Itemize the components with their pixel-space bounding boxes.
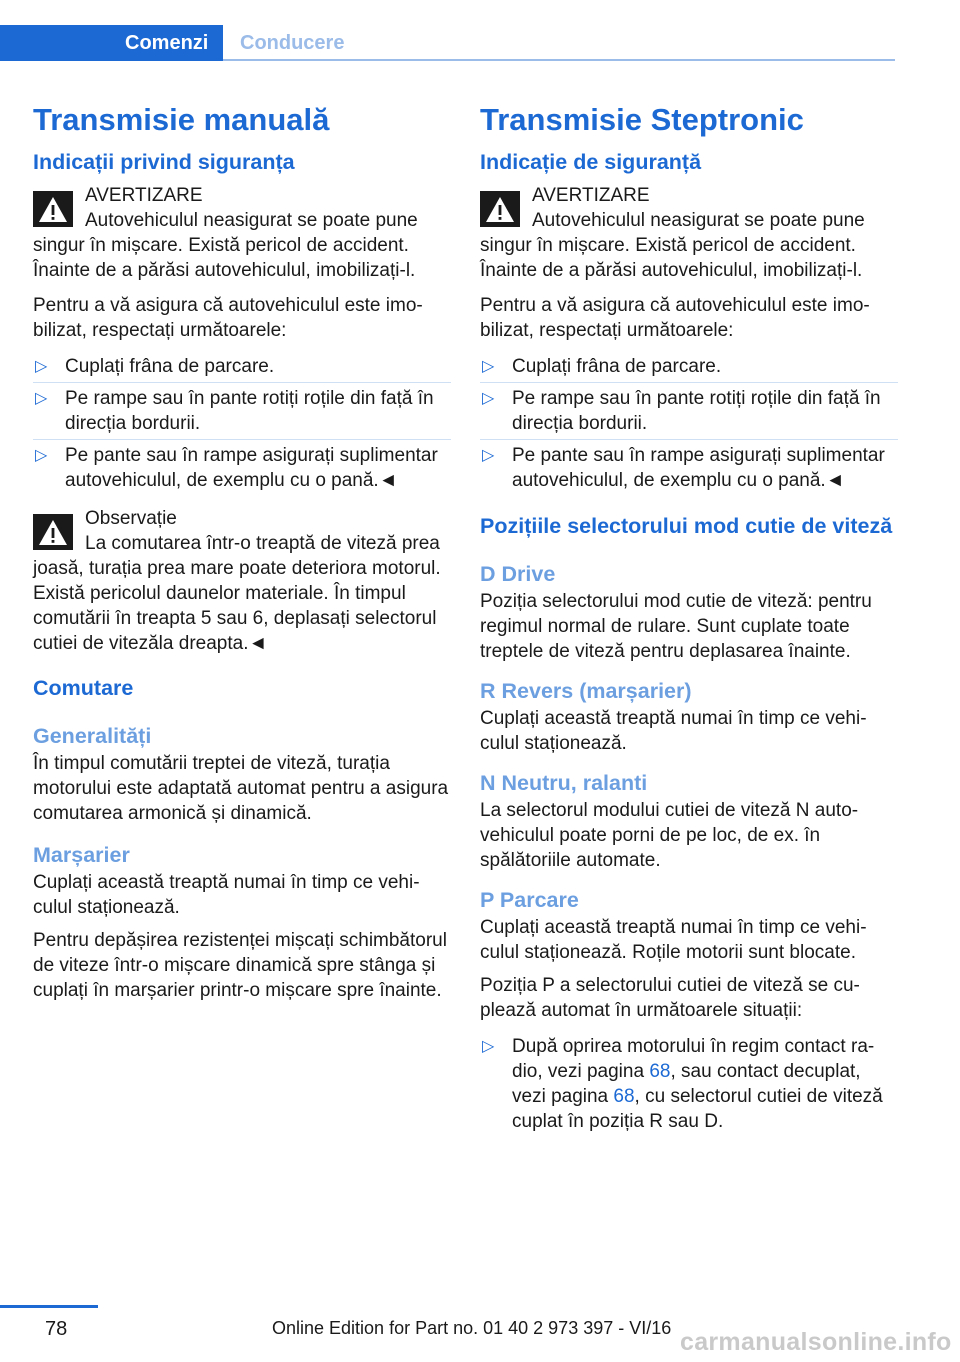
general-text: În timpul comutării treptei de viteză, turația motorului este adaptată automat pentru a asigura comutarea armonică și dinamică. — [33, 753, 449, 824]
triangle-bullet-icon: ▷ — [35, 390, 48, 407]
intro-text: Pentru a vă asigura că autovehiculul este imobilizat, respectați următoarele: — [480, 295, 870, 341]
list-item: ▷ Cuplați frâna de parcare. — [35, 356, 275, 377]
revers-heading: R Revers (marșarier) — [480, 679, 692, 703]
warning-text: Autovehiculul neasigurat se poate pune singur în mișcare. Există pericol de accident. Înainte de a părăsi autovehiculul, imobilizați-l. — [480, 210, 865, 281]
triangle-bullet-icon: ▷ — [482, 358, 495, 375]
park-text-1: Cuplați această treaptă numai în timp ce vehiculul staționează. Roțile motorii sunt blocate. — [480, 917, 867, 963]
page-link-68[interactable]: 68 — [649, 1061, 671, 1082]
warning-label: AVERTIZARE — [85, 185, 203, 206]
safety-list-right — [480, 351, 898, 496]
notice-label: Observație — [85, 508, 177, 529]
page-link-68[interactable]: 68 — [613, 1086, 635, 1107]
page-title-steptronic: Transmisie Steptronic — [480, 102, 804, 137]
list-item: ▷ Cuplați frâna de parcare. — [482, 356, 722, 377]
warning-triangle-icon — [33, 514, 73, 550]
neutral-heading: N Neutru, ralanti — [480, 771, 648, 795]
list-item: ▷ Pe rampe sau în pante rotiți roțile din față în direcția bordurii. — [33, 382, 451, 439]
reverse-heading: Marșarier — [33, 843, 130, 867]
triangle-bullet-icon: ▷ — [35, 358, 48, 375]
warning-triangle-icon — [480, 191, 520, 227]
triangle-bullet-icon: ▷ — [35, 447, 48, 464]
warning-block-left — [33, 183, 451, 283]
warning-block-right — [480, 183, 898, 283]
park-heading: P Parcare — [480, 888, 579, 912]
footer-rule — [0, 1305, 98, 1308]
edition-note: Online Edition for Part no. 01 40 2 973 397 - VI/16 — [272, 1318, 672, 1338]
left-column — [33, 100, 451, 1011]
intro-text: Pentru a vă asigura că autovehiculul este imobilizat, respectați următoarele: — [33, 295, 423, 341]
reverse-text-1: Cuplați această treaptă numai în timp ce vehiculul staționează. — [33, 872, 420, 918]
park-list — [480, 1031, 898, 1137]
comutare-heading: Comutare — [33, 676, 134, 700]
safety-list-left — [33, 351, 451, 496]
list-item: ▷ După oprirea motorului în regim contact radio, vezi pagina 68, sau contact decuplat, vezi pagina 68, cu selectorul cutiei de viteză cuplat în poziția R sau D. — [482, 1036, 883, 1132]
warning-triangle-icon — [33, 191, 73, 227]
list-item: ▷ Pe pante sau în rampe asigurați suplimentar autovehiculul, de exemplu cu o pană.◄ — [33, 439, 451, 496]
park-text-2: Poziția P a selectorului cutiei de viteză se cuplează automat în următoarele situații: — [480, 975, 860, 1021]
page-number: 78 — [45, 1318, 68, 1340]
warning-label: AVERTIZARE — [532, 185, 650, 206]
safety-heading-left: Indicații privind siguranța — [33, 150, 295, 174]
watermark: carmanualsonline.info — [680, 1328, 952, 1356]
page-title-manual: Transmisie manuală — [33, 102, 330, 137]
header-rule — [223, 59, 895, 61]
triangle-bullet-icon: ▷ — [482, 1038, 495, 1055]
tab-conducere[interactable]: Conducere — [240, 32, 345, 54]
notice-text: La comutarea într-o treaptă de viteză prea joasă, turația prea mare poate deteriora motorul. Există pericolul daunelor materiale. În timpul comutării în treapta 5 sau 6, deplasați selectorul cutiei de vitezăla dreapta.◄ — [33, 533, 441, 654]
list-item: ▷ Pe pante sau în rampe asigurați suplimentar autovehiculul, de exemplu cu o pană.◄ — [480, 439, 898, 496]
drive-text: Poziția selectorului mod cutie de viteză: pentru regimul normal de rulare. Sunt cuplate toate treptele de viteză pentru deplasarea înainte. — [480, 591, 872, 662]
safety-heading-right: Indicație de siguranță — [480, 150, 702, 174]
neutral-text: La selectorul modului cutiei de viteză N autovehiculul poate porni de pe loc, de ex. în spălătoriile automate. — [480, 800, 859, 871]
drive-heading: D Drive — [480, 562, 556, 586]
tab-comenzi[interactable]: Comenzi — [0, 25, 223, 61]
list-item: ▷ Pe rampe sau în pante rotiți roțile din față în direcția bordurii. — [480, 382, 898, 439]
triangle-bullet-icon: ▷ — [482, 447, 495, 464]
chapter-tabs — [0, 25, 895, 61]
warning-text: Autovehiculul neasigurat se poate pune singur în mișcare. Există pericol de accident. Înainte de a părăsi autovehiculul, imobilizați-l. — [33, 210, 418, 281]
revers-text: Cuplați această treaptă numai în timp ce vehiculul staționează. — [480, 708, 867, 754]
general-heading: Generalități — [33, 724, 152, 748]
reverse-text-2: Pentru depășirea rezistenței mișcați schimbătorul de viteze într-o mișcare dinamică spre stânga și cuplați în marșarier printr-o mișcare spre înainte. — [33, 930, 447, 1001]
right-column — [480, 100, 898, 1147]
positions-heading: Pozițiile selectorului mod cutie de viteză — [480, 514, 893, 538]
triangle-bullet-icon: ▷ — [482, 390, 495, 407]
notice-block-left — [33, 506, 451, 656]
